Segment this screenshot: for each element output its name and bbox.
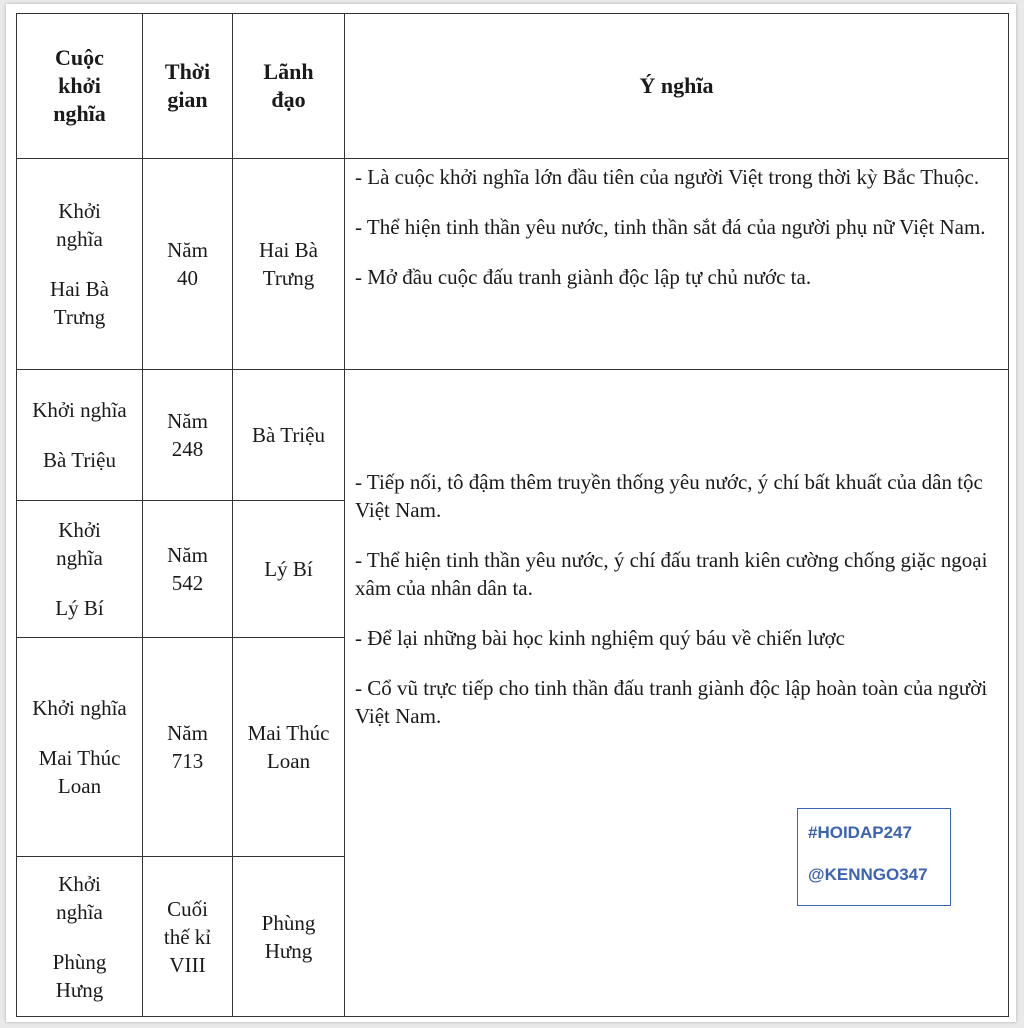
time-cell: Năm 40 xyxy=(143,159,233,370)
leader-cell: Mai Thúc Loan xyxy=(233,638,345,857)
meaning-item: - Là cuộc khởi nghĩa lớn đầu tiên của người Việt trong thời kỳ Bắc Thuộc. xyxy=(355,165,980,189)
uprising-name-cell xyxy=(17,501,143,638)
header-meaning: Ý nghĩa xyxy=(345,14,1009,159)
uprising-name-bottom: Mai Thúc Loan xyxy=(38,746,121,798)
time-cell: Năm 713 xyxy=(143,638,233,857)
watermark-line2: @KENNGO347 xyxy=(808,865,928,884)
table-row xyxy=(17,159,1009,370)
uprising-name-cell xyxy=(17,638,143,857)
uprising-name-top: Khởi nghĩa xyxy=(56,871,103,924)
meaning-item: - Mở đầu cuộc đấu tranh giành độc lập tự chủ nước ta. xyxy=(355,265,812,289)
leader-cell: Hai Bà Trưng xyxy=(233,159,345,370)
leader-cell: Lý Bí xyxy=(233,501,345,638)
time-cell: Năm 542 xyxy=(143,501,233,638)
table-row xyxy=(17,370,1009,501)
uprisings-table xyxy=(16,13,1009,1017)
meaning-cell xyxy=(345,159,1009,370)
uprising-name-bottom: Hai Bà Trưng xyxy=(50,277,109,329)
time-cell: Năm 248 xyxy=(143,370,233,501)
uprising-name-cell xyxy=(17,370,143,501)
uprising-name-bottom: Bà Triệu xyxy=(43,448,116,472)
header-time: Thời gian xyxy=(143,14,233,159)
uprising-name-cell xyxy=(17,857,143,1017)
uprising-name-top: Khởi nghĩa xyxy=(32,398,127,422)
document-page xyxy=(6,4,1016,1022)
watermark-line1: #HOIDAP247 xyxy=(808,823,912,842)
uprising-name-top: Khởi nghĩa xyxy=(56,518,103,570)
header-uprising: Cuộc khởi nghĩa xyxy=(17,14,143,159)
uprising-name-cell xyxy=(17,159,143,370)
uprising-name-top: Khởi nghĩa xyxy=(32,696,127,720)
leader-cell: Phùng Hưng xyxy=(233,857,345,1017)
meaning-item: - Thể hiện tinh thần yêu nước, tinh thần sắt đá của người phụ nữ Việt Nam. xyxy=(355,215,986,239)
uprising-name-top: Khởi nghĩa xyxy=(56,199,103,251)
meaning-item: - Thể hiện tinh thần yêu nước, ý chí đấu tranh kiên cường chống giặc ngoại xâm của nhân dân ta. xyxy=(355,548,988,600)
meaning-item: - Cổ vũ trực tiếp cho tinh thần đấu tranh giành độc lập hoàn toàn của người Việt Nam. xyxy=(355,676,988,728)
header-row xyxy=(17,14,1009,159)
leader-cell: Bà Triệu xyxy=(233,370,345,501)
time-cell: Cuối thế kỉ VIII xyxy=(143,857,233,1017)
shared-meaning-cell xyxy=(345,370,1009,1017)
uprising-name-bottom: Lý Bí xyxy=(55,596,104,620)
meaning-item: - Để lại những bài học kinh nghiệm quý báu về chiến lược xyxy=(355,626,845,650)
meaning-item: - Tiếp nối, tô đậm thêm truyền thống yêu nước, ý chí bất khuất của dân tộc Việt Nam. xyxy=(355,470,983,522)
uprising-name-bottom: Phùng Hưng xyxy=(52,949,107,1002)
header-leader: Lãnh đạo xyxy=(233,14,345,159)
watermark-stamp xyxy=(797,808,951,906)
